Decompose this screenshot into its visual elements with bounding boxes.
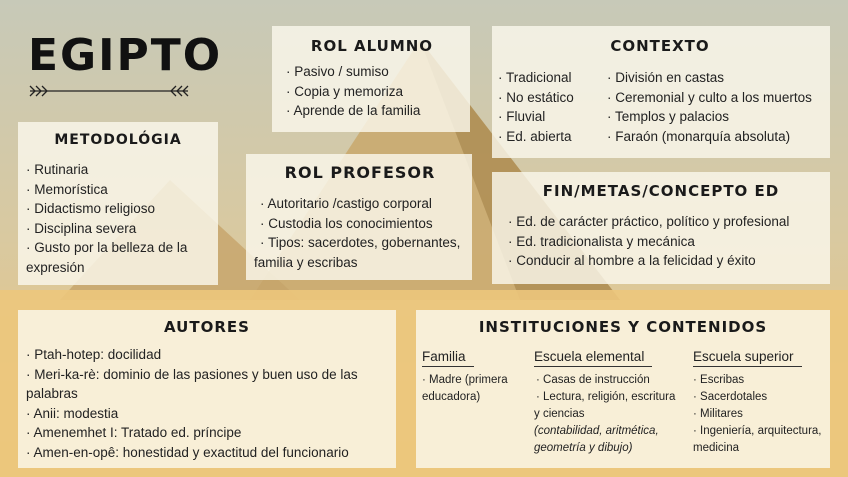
list-item: · Disciplina severa — [26, 220, 137, 236]
list-item: · Amen-en-opê: honestidad y exactitud del funcionario — [26, 444, 349, 460]
autores-card — [18, 310, 396, 468]
list-item: · Gusto por la belleza de la expresión — [26, 240, 188, 275]
list-item: · Ceremonial y culto a los muertos — [607, 89, 812, 105]
list-item: · Casas de instrucción — [536, 374, 650, 386]
list-item: · Pasivo / sumiso — [286, 64, 389, 79]
list-item: · Didactismo religioso — [26, 201, 156, 216]
list-item: · Custodia los conocimientos — [260, 215, 433, 231]
list-item: · División en castas — [607, 70, 725, 85]
page-title: EGIPTO — [28, 30, 223, 81]
list-item: · Aprende de la familia — [286, 103, 421, 118]
list-item: · Sacerdotales — [693, 391, 768, 403]
fin-metas-card — [492, 172, 830, 284]
escuela-superior-label: Escuela superior — [693, 349, 802, 367]
list-item: · Meri-ka-rè: dominio de las pasiones y buen uso de las palabras — [26, 366, 358, 401]
instituciones-card — [416, 310, 830, 468]
contexto-card — [492, 26, 830, 158]
list-item: · Fluvial — [498, 109, 546, 124]
contexto-heading: CONTEXTO — [610, 37, 710, 55]
list-item: · Ed. abierta — [498, 128, 572, 144]
list-item: · Ingeniería, arquitectura, medicina — [693, 425, 822, 454]
fin-metas-heading: FIN/METAS/CONCEPTO ED — [542, 182, 780, 200]
instituciones-heading: INSTITUCIONES Y CONTENIDOS — [478, 318, 768, 336]
autores-heading: AUTORES — [164, 318, 250, 336]
metodologia-heading: METODOLÓGIA — [54, 132, 182, 148]
familia-text: · Madre (primera educadora) — [422, 374, 508, 403]
rol-profesor-card — [246, 154, 472, 280]
rol-alumno-card — [272, 26, 470, 132]
escuela-elemental-label: Escuela elemental — [534, 349, 652, 367]
list-item: · Autoritario /castigo corporal — [260, 196, 432, 211]
list-item: · Ed. de carácter práctico, político y profesional — [508, 214, 790, 229]
list-item: · Memorística — [26, 181, 108, 197]
rol-profesor-heading: ROL PROFESOR — [284, 163, 436, 182]
list-item: · Ptah-hotep: docilidad — [26, 347, 162, 362]
metodologia-card — [18, 122, 218, 285]
arrow-divider — [28, 84, 190, 98]
list-item: · Rutinaria — [26, 162, 89, 177]
familia-label: Familia — [422, 349, 474, 367]
list-item: · No estático — [498, 89, 574, 105]
list-item: · Lectura, religión, escritura y ciencias — [534, 391, 676, 420]
list-item: · Faraón (monarquía absoluta) — [607, 128, 791, 144]
list-item: · Anii: modestia — [26, 405, 119, 421]
list-item: · Tipos: sacerdotes, gobernantes, familia y escribas — [254, 235, 461, 270]
list-item: (contabilidad, aritmética, geometría y dibujo) — [534, 425, 659, 454]
list-item: · Escribas — [693, 374, 745, 386]
list-item: · Templos y palacios — [607, 109, 730, 124]
list-item: · Amenemhet I: Tratado ed. príncipe — [26, 425, 242, 440]
list-item: · Conducir al hombre a la felicidad y éxito — [508, 253, 756, 268]
list-item: · Militares — [693, 408, 743, 420]
list-item: · Copia y memoriza — [286, 83, 404, 99]
rol-alumno-heading: ROL ALUMNO — [310, 37, 434, 55]
list-item: · Ed. tradicionalista y mecánica — [508, 233, 695, 249]
list-item: · Tradicional — [498, 70, 572, 85]
